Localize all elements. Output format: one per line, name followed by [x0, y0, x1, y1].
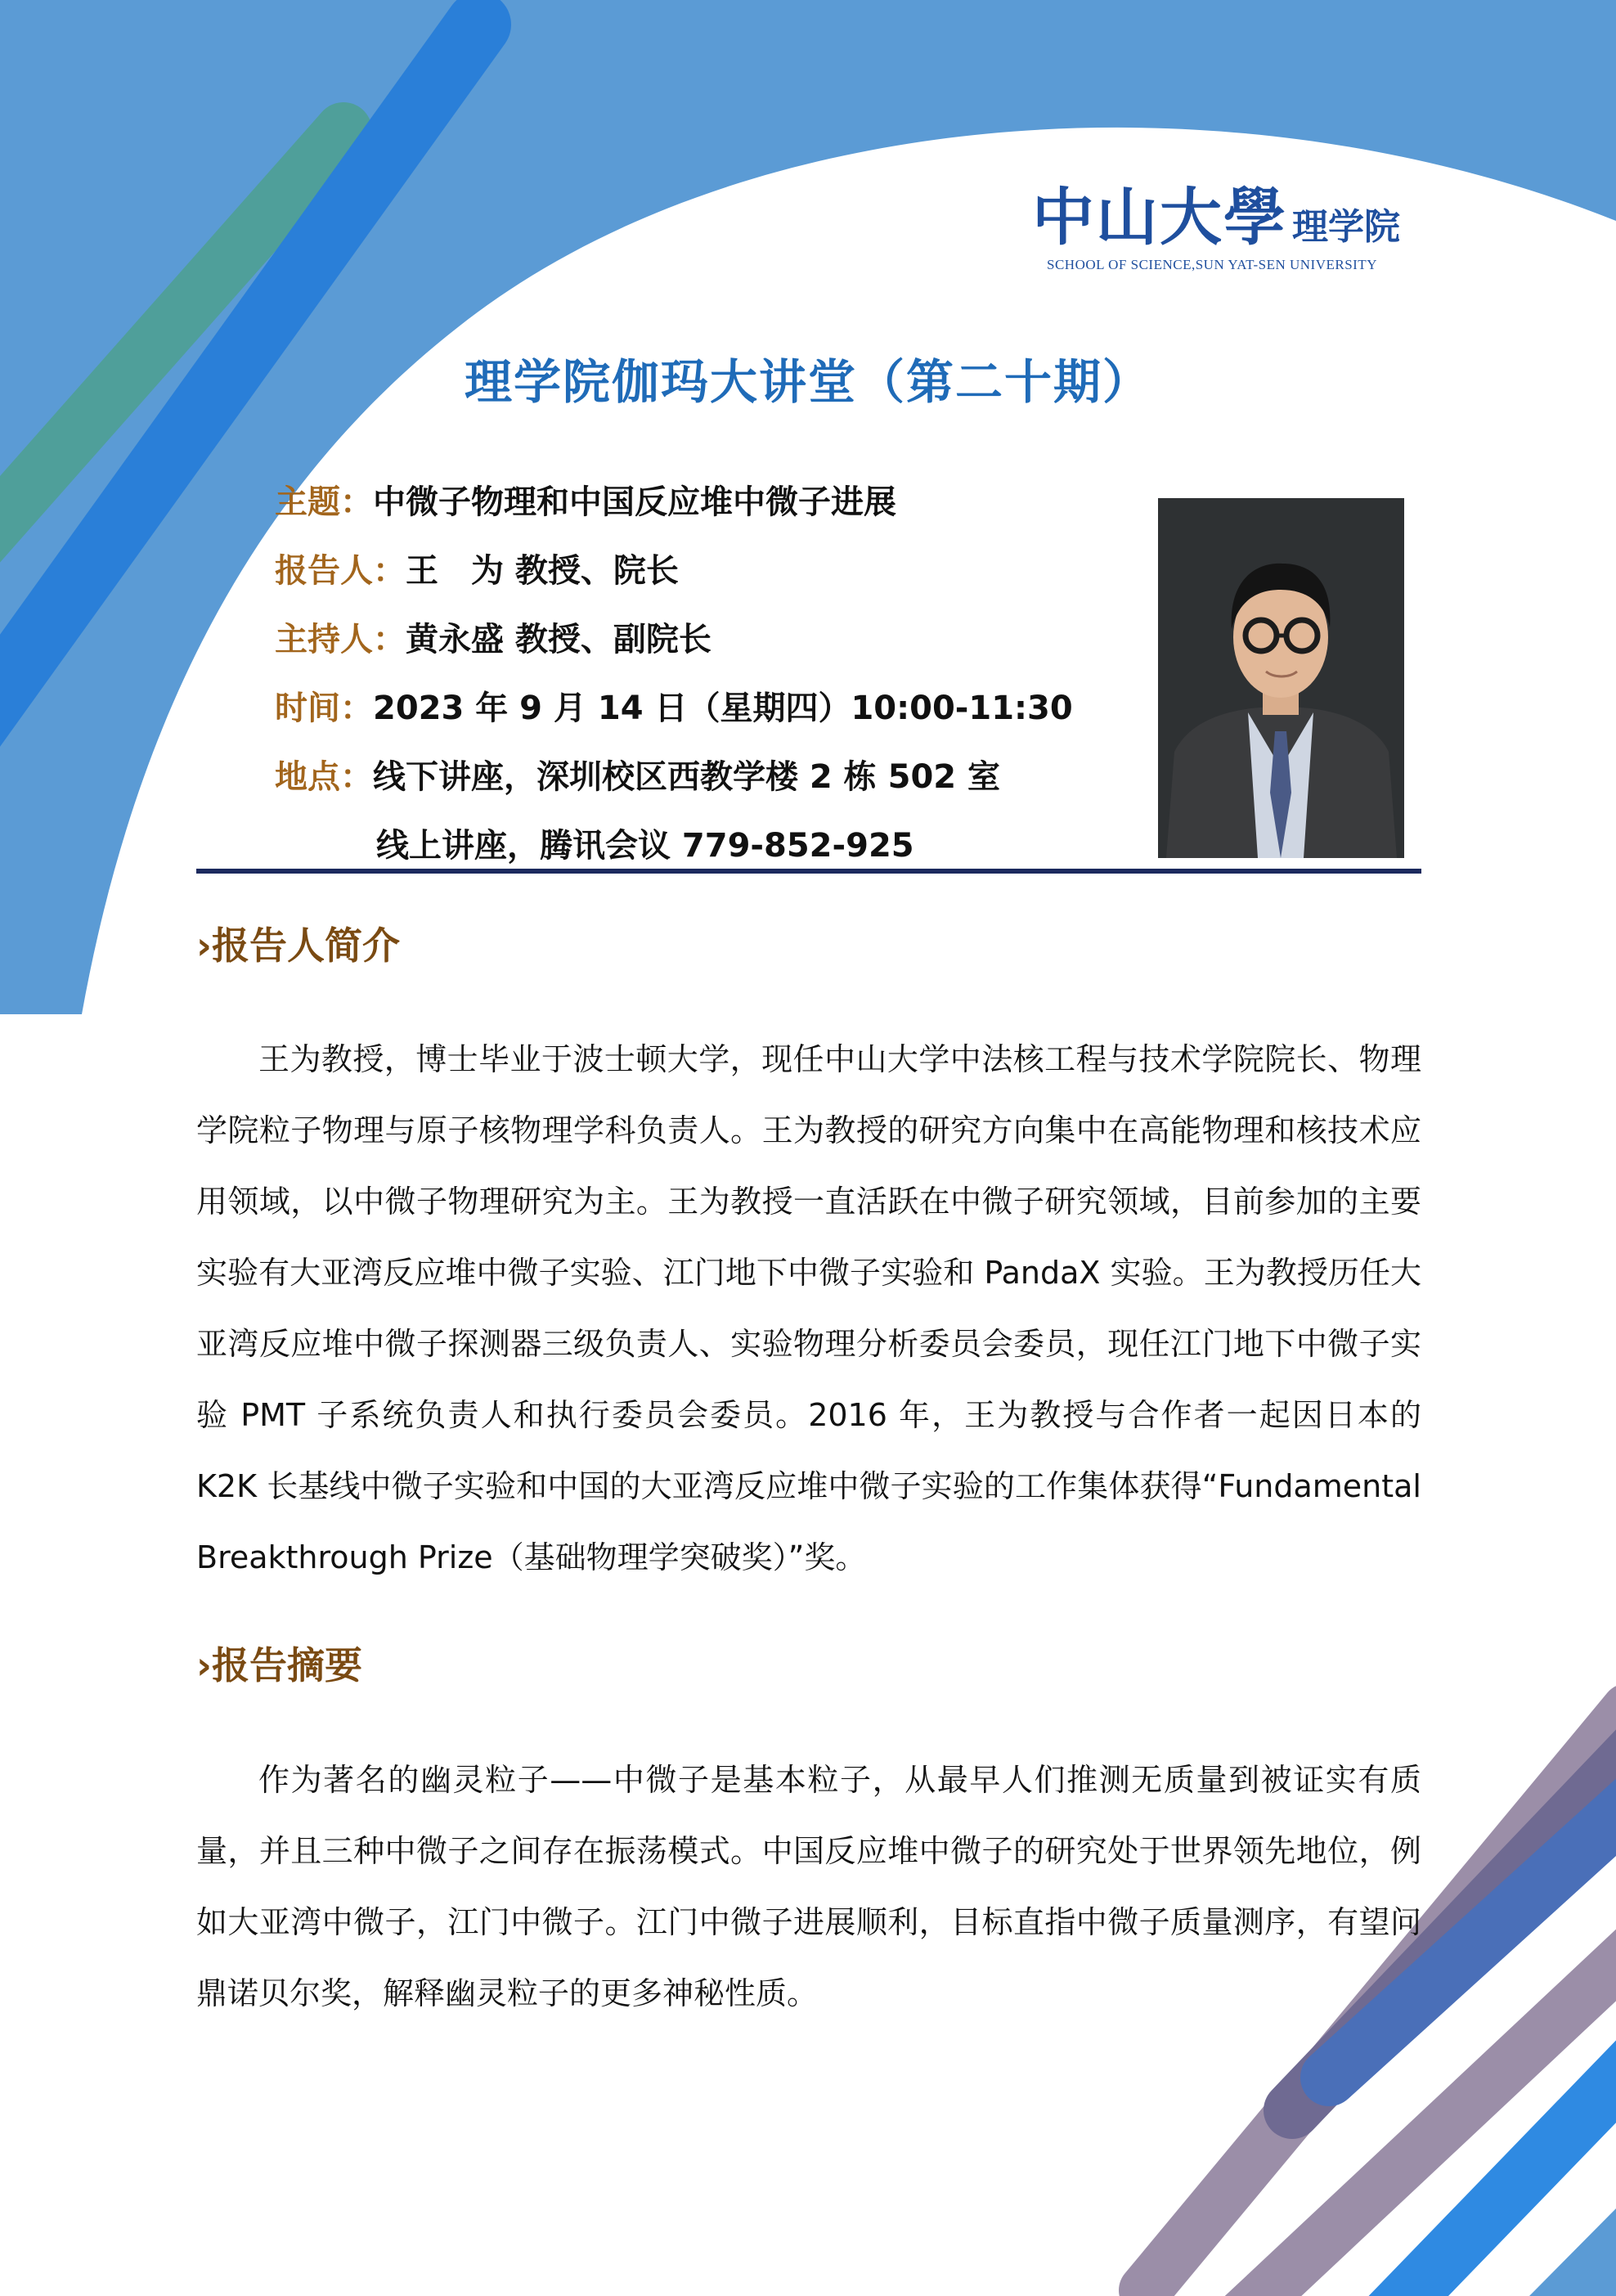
speaker-photo	[1158, 498, 1404, 858]
time-value: 2023 年 9 月 14 日（星期四）10:00-11:30	[373, 690, 1073, 727]
place-online-value: 线上讲座，腾讯会议 779-852-925	[376, 827, 914, 865]
time-label: 时间：	[275, 690, 373, 727]
abstract-text: 作为著名的幽灵粒子——中微子是基本粒子，从最早人们推测无质量到被证实有质量，并且三种中微子之间存在振荡模式。中国反应堆中微子的研究处于世界领先地位，例如大亚湾中微子，江门中微子。江门中微子进展顺利，目标直指中微子质量测序，有望问鼎诺贝尔奖，解释幽灵粒子的更多神秘性质。	[196, 1762, 1421, 2011]
abstract-section	[196, 1745, 1421, 2029]
host-value: 黄永盛 教授、副院长	[406, 621, 711, 658]
place-offline-value: 线下讲座，深圳校区西教学楼 2 栋 502 室	[373, 758, 1001, 796]
university-logo	[1032, 181, 1400, 273]
topic-label: 主题：	[275, 483, 373, 521]
speaker-portrait-icon	[1158, 498, 1404, 858]
place-online-row	[275, 820, 1133, 888]
section-divider	[196, 869, 1421, 874]
time-row	[275, 682, 1133, 751]
topic-value: 中微子物理和中国反应堆中微子进展	[373, 483, 896, 521]
host-label: 主持人：	[275, 621, 406, 658]
place-label: 地点：	[275, 758, 373, 796]
bio-text: 王为教授，博士毕业于波士顿大学，现任中山大学中法核工程与技术学院院长、物理学院粒子物理与原子核物理学科负责人。王为教授的研究方向集中在高能物理和核技术应用领域，以中微子物理研究为主。王为教授一直活跃在中微子研究领域，目前参加的主要实验有大亚湾反应堆中微子实验、江门地下中微子实验和 PandaX 实验。王为教授历任大亚湾反应堆中微子探测器三级负责人、实验物理分析委员会委员，现任江门地下中微子实验 PMT 子系统负责人和执行委员会委员。2016 年，王为教授与合作者一起因日本的 K2K 长基线中微子实验和中国的大亚湾反应堆中微子实验的工作集体获得“Fundamental Breakthrough Prize（基础物理学突破奖）”奖。	[196, 1041, 1421, 1575]
speaker-value: 王 为 教授、院长	[406, 552, 679, 590]
logo-school-name: 理学院	[1292, 206, 1400, 248]
host-row	[275, 613, 1133, 682]
logo-english-name: SCHOOL OF SCIENCE,SUN YAT-SEN UNIVERSITY	[1047, 257, 1377, 272]
logo-university-name: 中山大學	[1032, 181, 1287, 254]
event-info	[275, 476, 1133, 888]
bio-section	[196, 1024, 1421, 1593]
speaker-label: 报告人：	[275, 552, 406, 590]
page-title: 理学院伽玛大讲堂（第二十期）	[464, 354, 1151, 410]
place-row	[275, 751, 1133, 820]
bottom-corner-fill	[1529, 2208, 1616, 2296]
speaker-row	[275, 545, 1133, 613]
topic-row	[275, 476, 1133, 545]
bio-heading: ›报告人简介	[196, 923, 400, 968]
abstract-heading: ›报告摘要	[196, 1643, 362, 1687]
